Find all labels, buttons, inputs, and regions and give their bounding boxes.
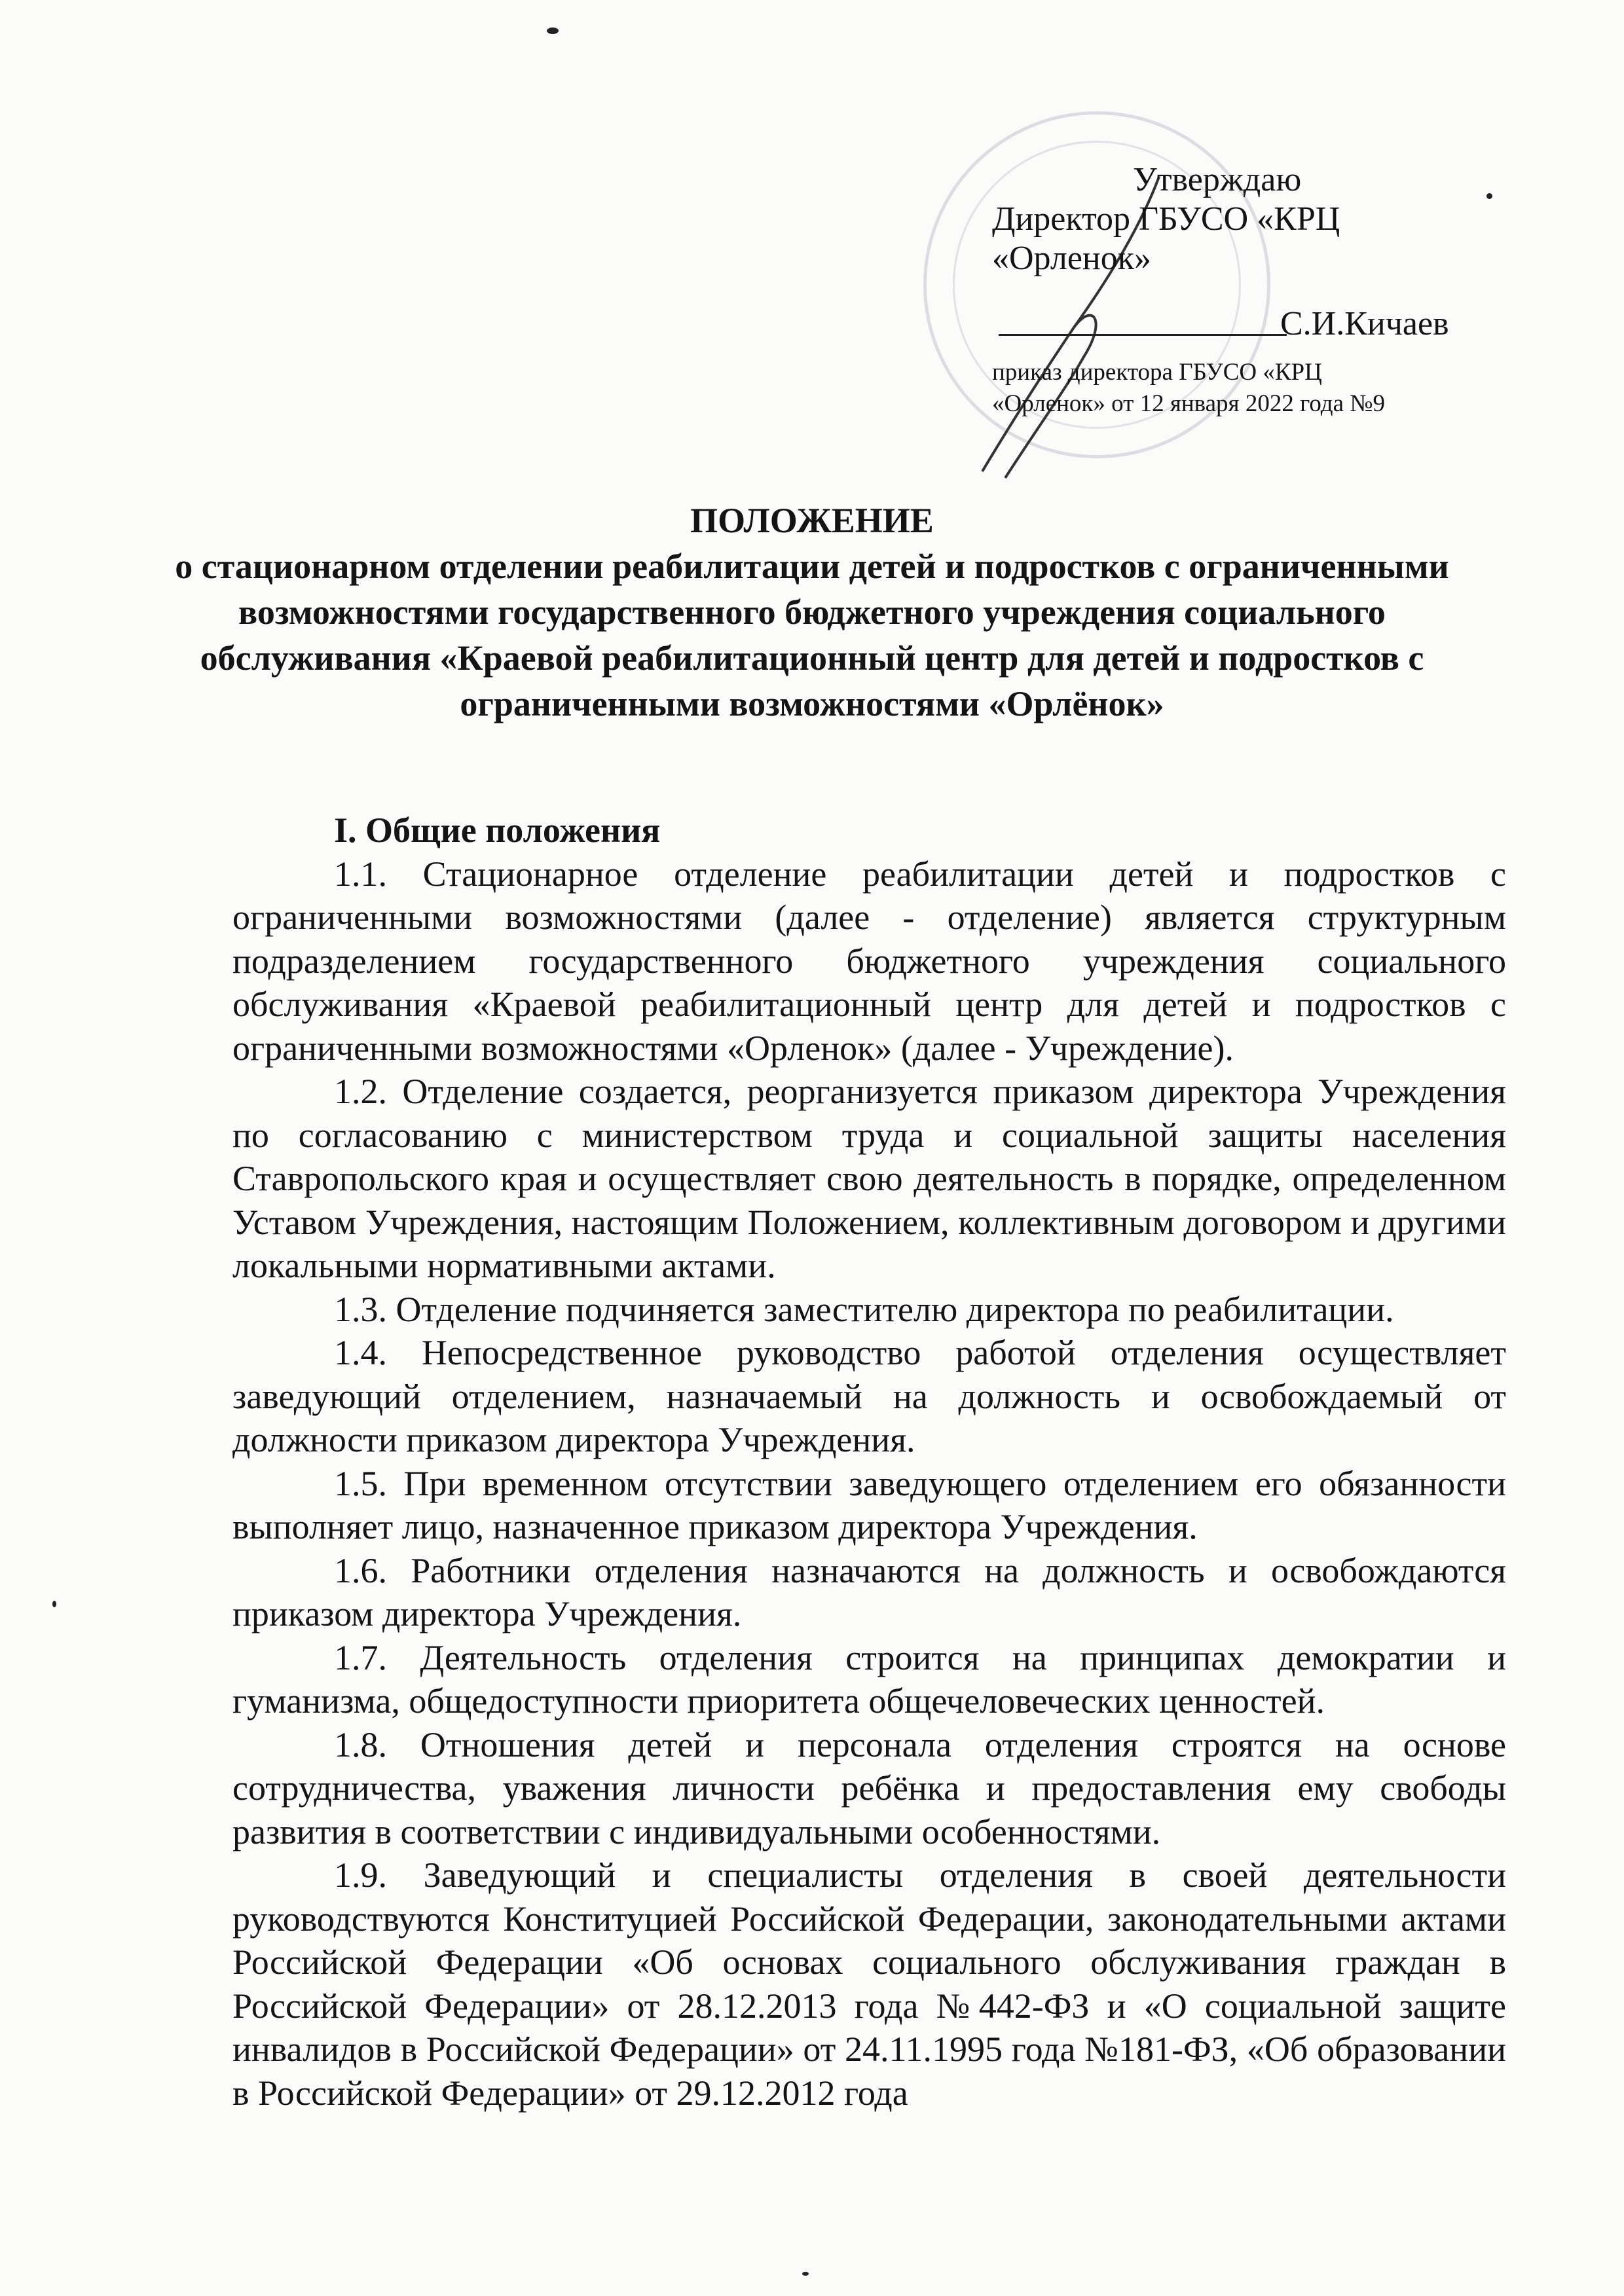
- signature-row: [992, 278, 1490, 357]
- paragraph-1-6: 1.6. Работники отделения назначаются на должность и освобождаются приказом директора Учреждения.: [232, 1550, 1506, 1633]
- document-body: [232, 809, 1506, 2115]
- signer-name: С.И.Кичаев: [1280, 305, 1449, 342]
- paragraph-1-3: 1.3. Отделение подчиняется заместителю директора по реабилитации.: [334, 1289, 1394, 1329]
- paragraph-1-7: 1.7. Деятельность отделения строится на принципах демократии и гуманизма, общедоступности приоритета общечеловеческих ценностей.: [232, 1637, 1506, 1721]
- paragraph-1-5: 1.5. При временном отсутствии заведующего отделением его обязанности выполняет лицо, назначенное приказом директора Учреждения.: [232, 1463, 1506, 1546]
- paragraph-1-9: 1.9. Заведующий и специалисты отделения в своей деятельности руководствуются Конституцией Российской Федерации, законодательными актами Российской Федерации «Об основах социального обслуживания граждан в Российской Федерации» от 28.12.2013 года №442-ФЗ и «О социальной защите инвалидов в Российской Федерации» от 24.11.1995 года №181-ФЗ, «Об образовании в Российской Федерации» от 29.12.2012 года: [232, 1855, 1506, 2113]
- scan-speck: [802, 2272, 809, 2276]
- approval-block: [992, 160, 1490, 420]
- scan-speck: [547, 27, 559, 34]
- approval-organization-line: «Орленок»: [992, 240, 1151, 277]
- order-reference-line2: «Орленок» от 12 января 2022 года №9: [992, 390, 1386, 417]
- document-heading: [131, 498, 1493, 727]
- paragraph-1-1: 1.1. Стационарное отделение реабилитации детей и подростков с ограниченными возможностями (далее - отделение) является структурным подразделением государственного бюджетного учреждения социального обслуживания «Краевой реабилитационный центр для детей и подростков с ограниченными возможностями «Орленок» (далее - Учреждение).: [232, 854, 1506, 1068]
- signature-line: [999, 334, 1287, 336]
- paragraph-1-4: 1.4. Непосредственное руководство работой отделения осуществляет заведующий отделением, назначаемый на должность и освобождаемый от должности приказом директора Учреждения.: [232, 1333, 1506, 1459]
- approval-title: Утверждаю: [1133, 161, 1302, 198]
- document-subtitle: о стационарном отделении реабилитации детей и подростков с ограниченными возможностями государственного бюджетного учреждения социального обслуживания «Краевой реабилитационный центр для детей и подростков с ограниченными возможностями «Орлёнок»: [175, 547, 1449, 723]
- paragraph-1-2: 1.2. Отделение создается, реорганизуется приказом директора Учреждения по согласованию с министерством труда и социальной защиты населения Ставропольского края и осуществляет свою деятельность в порядке, определенном Уставом Учреждения, настоящим Положением, коллективным договором и другими локальными нормативными актами.: [232, 1072, 1506, 1285]
- approval-director-line: Директор ГБУСО «КРЦ: [992, 200, 1340, 238]
- order-reference-line1: приказ директора ГБУСО «КРЦ: [992, 359, 1322, 386]
- document-title: ПОЛОЖЕНИЕ: [690, 501, 934, 540]
- scan-speck: [52, 1601, 56, 1607]
- paragraph-1-8: 1.8. Отношения детей и персонала отделения строятся на основе сотрудничества, уважения личности ребёнка и предоставления ему свободы развития в соответствии с индивидуальными особенностями.: [232, 1724, 1506, 1851]
- section-title: I. Общие положения: [334, 811, 661, 850]
- scan-speck: [1486, 193, 1492, 199]
